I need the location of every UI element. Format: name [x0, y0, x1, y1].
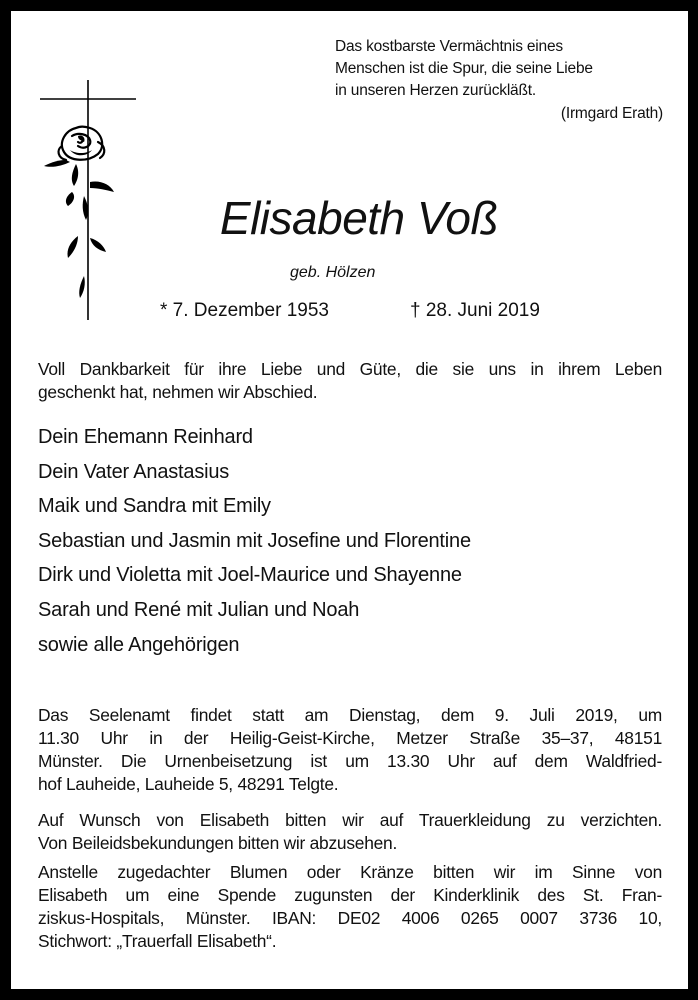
deceased-name: Elisabeth Voß: [219, 192, 499, 244]
mourner-entry: Sarah und René mit Julian und Noah: [38, 598, 360, 621]
text-line: Das Seelenamt findet statt am Dienstag, dem 9. Juli 2019, um: [38, 705, 662, 725]
attire-request: [38, 809, 662, 855]
donation-request: [38, 861, 662, 953]
quote-line: in unseren Herzen zurückläßt.: [335, 82, 536, 99]
mourner-entry: Maik und Sandra mit Emily: [38, 495, 271, 518]
text-line: Münster. Die Urnenbeisetzung ist um 13.30 Uhr auf dem Waldfried-: [38, 751, 662, 771]
death-date: † 28. Juni 2019: [410, 300, 540, 321]
epigraph-quote: [335, 36, 663, 125]
quote-author: (Irmgard Erath): [560, 105, 663, 122]
mourner-entry: Dirk und Violetta mit Joel-Maurice und Shayenne: [38, 564, 462, 587]
farewell-intro: [38, 358, 662, 404]
text-line: Stichwort: „Trauerfall Elisabeth“.: [38, 931, 277, 951]
text-line: Auf Wunsch von Elisabeth bitten wir auf Trauerkleidung zu verzichten.: [38, 810, 662, 830]
mourners-list: [38, 420, 471, 662]
text-line: ziskus-Hospitals, Münster. IBAN: DE02 4006 0265 0007 3736 10,: [38, 908, 662, 928]
mourner-entry: Dein Ehemann Reinhard: [38, 426, 253, 448]
text-line: Von Beileidsbekundungen bitten wir abzusehen.: [38, 833, 398, 853]
text-line: hof Lauheide, Lauheide 5, 48291 Telgte.: [38, 774, 339, 794]
mourner-entry: Dein Vater Anastasius: [38, 460, 230, 483]
mourner-entry: Sebastian und Jasmin mit Josefine und Florentine: [38, 529, 471, 552]
quote-line: Das kostbarste Vermächtnis eines: [335, 38, 563, 55]
birth-date: * 7. Dezember 1953: [160, 300, 329, 321]
text-line: Elisabeth um eine Spende zugunsten der Kinderklinik des St. Fran-: [38, 885, 662, 905]
service-details: [38, 704, 662, 796]
text-line: geschenkt hat, nehmen wir Abschied.: [38, 382, 318, 402]
text-line: 11.30 Uhr in der Heilig-Geist-Kirche, Metzer Straße 35–37, 48151: [38, 728, 662, 748]
mourner-entry: sowie alle Angehörigen: [38, 633, 240, 656]
maiden-name: geb. Hölzen: [290, 264, 376, 281]
text-line: Anstelle zugedachter Blumen oder Kränze bitten wir im Sinne von: [38, 862, 662, 882]
text-line: Voll Dankbarkeit für ihre Liebe und Güte, die sie uns in ihrem Leben: [38, 359, 662, 379]
quote-line: Menschen ist die Spur, die seine Liebe: [335, 60, 593, 77]
